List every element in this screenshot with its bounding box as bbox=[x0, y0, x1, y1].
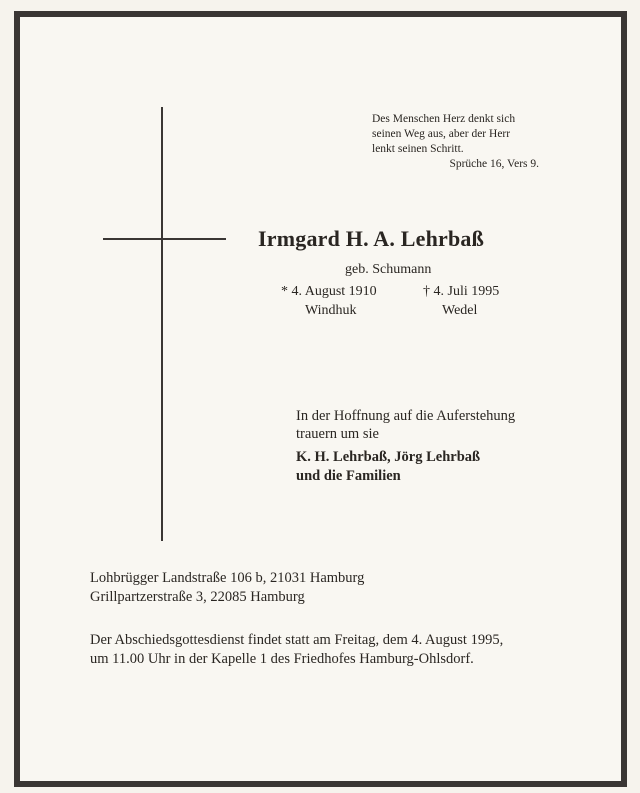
mourning-line: In der Hoffnung auf die Auferstehung bbox=[296, 408, 516, 424]
address-line: Grillpartzerstraße 3, 22085 Hamburg bbox=[90, 589, 305, 605]
birth-place: Windhuk bbox=[305, 303, 357, 318]
mourning-line: trauern um sie bbox=[296, 426, 379, 442]
death-place: Wedel bbox=[442, 303, 478, 318]
verse-line: lenkt seinen Schritt. bbox=[372, 143, 464, 155]
mourning-text bbox=[296, 407, 515, 443]
mourners-names bbox=[296, 448, 480, 486]
death-date: † 4. Juli 1995 bbox=[423, 284, 500, 299]
birth-date: * 4. August 1910 bbox=[281, 284, 377, 299]
verse-line: Des Menschen Herz denkt sich bbox=[372, 113, 516, 125]
mourners-line: K. H. Lehrbaß, Jörg Lehrbaß bbox=[296, 449, 481, 465]
addresses bbox=[90, 569, 364, 607]
cross-icon-vertical-bar bbox=[161, 107, 163, 541]
verse-line: seinen Weg aus, aber der Herr bbox=[372, 128, 511, 140]
birth-name: geb. Schumann bbox=[345, 262, 432, 277]
bible-verse bbox=[372, 112, 547, 172]
deceased-name: Irmgard H. A. Lehrbaß bbox=[258, 226, 485, 251]
address-line: Lohbrügger Landstraße 106 b, 21031 Hamburg bbox=[90, 570, 365, 586]
cross-icon-horizontal-bar bbox=[103, 238, 226, 240]
service-line: Der Abschiedsgottesdienst findet statt am Freitag, dem 4. August 1995, bbox=[90, 632, 504, 648]
service-line: um 11.00 Uhr in der Kapelle 1 des Friedhofes Hamburg-Ohlsdorf. bbox=[90, 651, 474, 667]
verse-reference: Sprüche 16, Vers 9. bbox=[449, 158, 539, 170]
mourners-line: und die Familien bbox=[296, 468, 401, 484]
funeral-service-info bbox=[90, 631, 503, 669]
